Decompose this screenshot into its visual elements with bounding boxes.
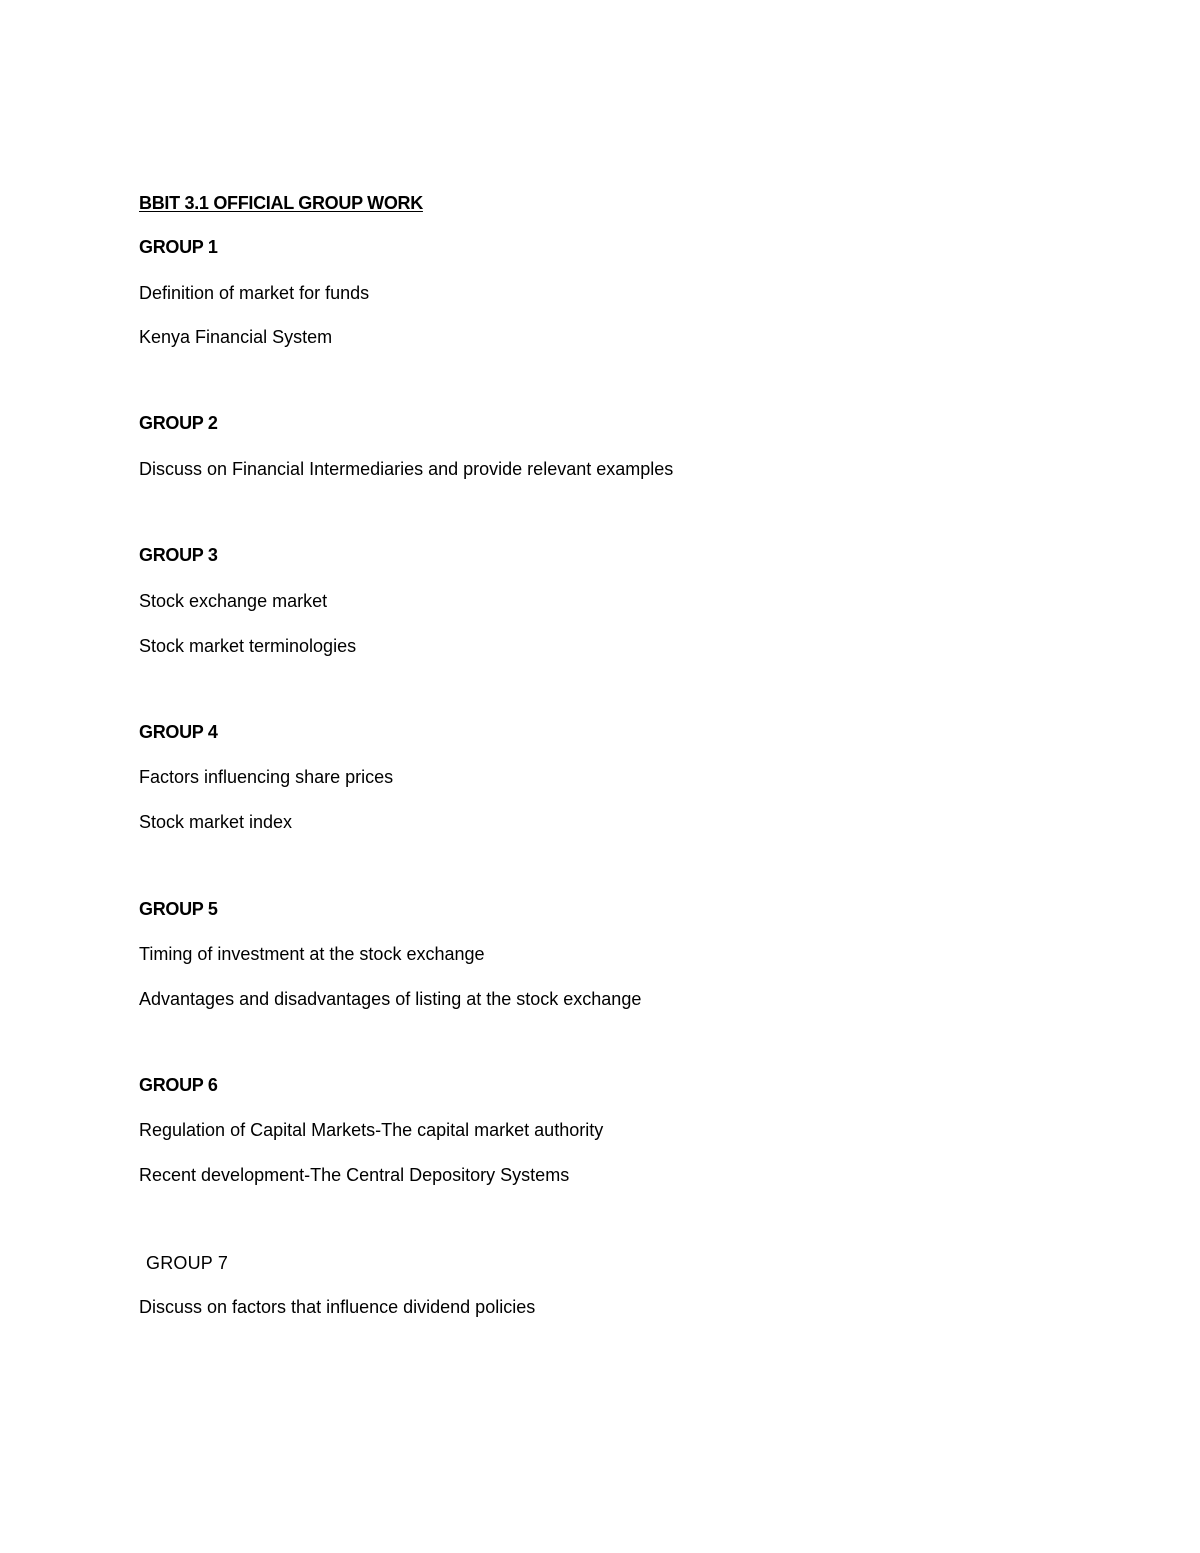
- group-5-heading: GROUP 5: [139, 899, 218, 919]
- group-6-heading: GROUP 6: [139, 1075, 218, 1095]
- group-6-topic-1: Regulation of Capital Markets-The capital market authority: [139, 1120, 604, 1140]
- group-1-topic-1: Definition of market for funds: [139, 283, 370, 303]
- group-1-topic-2: Kenya Financial System: [139, 327, 333, 347]
- group-7-heading: GROUP 7: [146, 1253, 229, 1273]
- group-3-heading: GROUP 3: [139, 545, 218, 565]
- group-2-heading: GROUP 2: [139, 413, 218, 433]
- group-7-topic-1: Discuss on factors that influence dividend policies: [139, 1297, 536, 1317]
- group-2-topic-1: Discuss on Financial Intermediaries and provide relevant examples: [139, 459, 674, 479]
- group-3-topic-2: Stock market terminologies: [139, 636, 357, 656]
- group-6-topic-2: Recent development-The Central Depository Systems: [139, 1165, 570, 1185]
- group-4-heading: GROUP 4: [139, 722, 218, 742]
- group-5-topic-2: Advantages and disadvantages of listing at the stock exchange: [139, 989, 642, 1009]
- group-4-topic-1: Factors influencing share prices: [139, 767, 394, 787]
- group-4-topic-2: Stock market index: [139, 812, 293, 832]
- group-3-topic-1: Stock exchange market: [139, 591, 328, 611]
- group-5-topic-1: Timing of investment at the stock exchange: [139, 944, 485, 964]
- group-1-heading: GROUP 1: [139, 237, 218, 257]
- document-title: BBIT 3.1 OFFICIAL GROUP WORK: [139, 193, 423, 213]
